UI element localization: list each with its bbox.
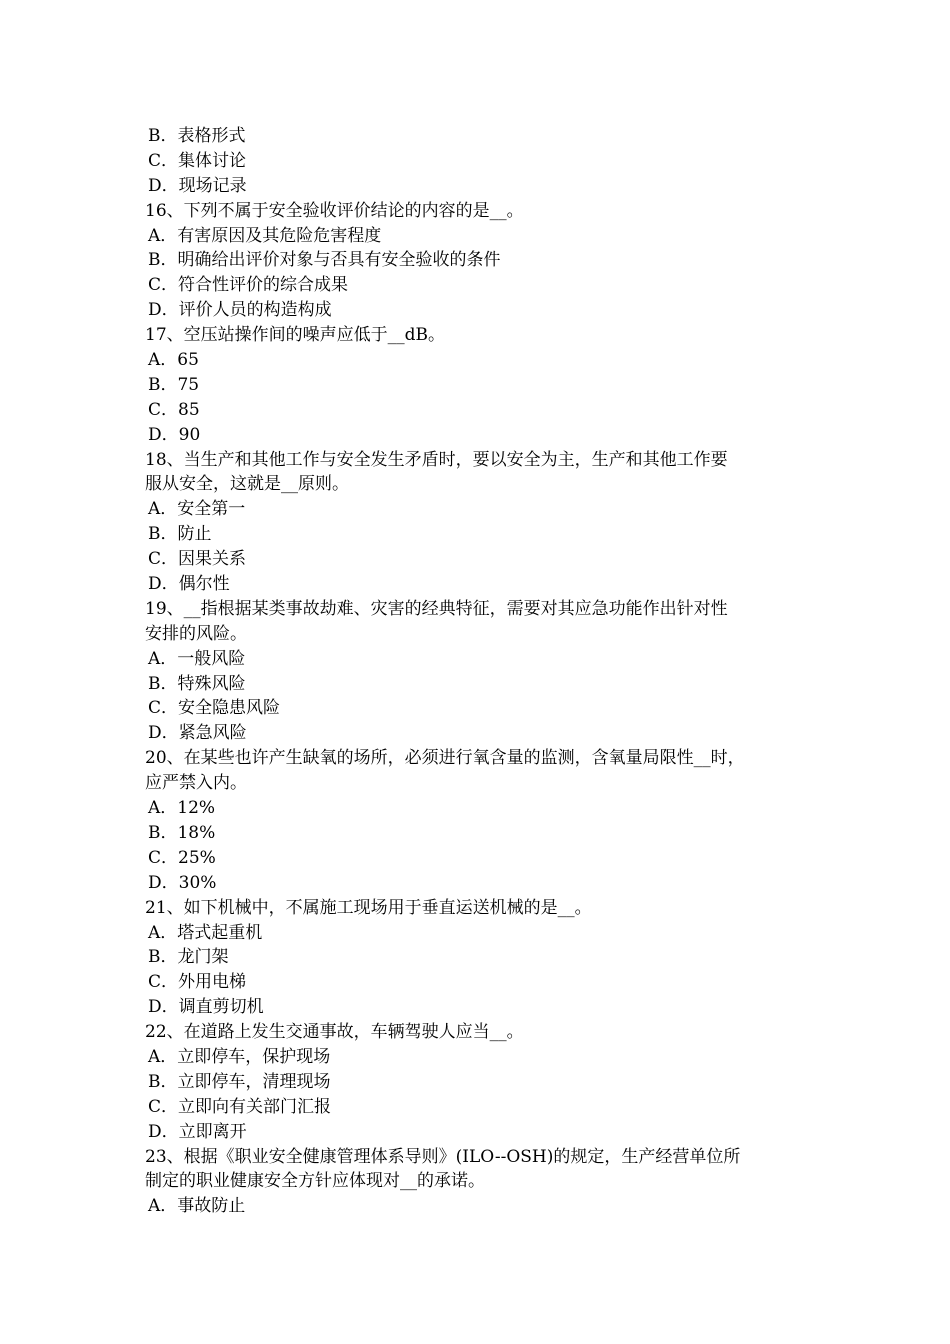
question-text: 18、当生产和其他工作与安全发生矛盾时，要以安全为主，生产和其他工作要 <box>145 449 728 470</box>
answer-option: B．立即停车，清理现场 <box>148 1071 331 1092</box>
answer-option: A．安全第一 <box>148 499 246 520</box>
answer-option: D．立即离开 <box>148 1121 247 1142</box>
question-text: 安排的风险。 <box>145 623 247 644</box>
answer-option: D．评价人员的构造构成 <box>148 300 332 321</box>
answer-option: B．龙门架 <box>148 947 229 968</box>
answer-option: A．塔式起重机 <box>148 922 263 943</box>
answer-option: C．集体讨论 <box>148 150 247 171</box>
answer-option: A．事故防止 <box>148 1196 246 1217</box>
answer-option: C．安全隐患风险 <box>148 698 281 719</box>
answer-option: B．18% <box>148 822 216 843</box>
answer-option: D．偶尔性 <box>148 574 230 595</box>
question-text: 23、根据《职业安全健康管理体系导则》(ILO--OSH)的规定，生产经营单位所 <box>145 1146 741 1167</box>
answer-option: B．防止 <box>148 524 212 545</box>
answer-option: A．有害原因及其危险危害程度 <box>148 225 382 246</box>
document-page <box>145 124 825 1219</box>
answer-option: A．65 <box>148 350 199 371</box>
answer-option: D．90 <box>148 424 201 445</box>
question-text: 22、在道路上发生交通事故，车辆驾驶人应当__。 <box>145 1022 524 1043</box>
answer-option: A．12% <box>148 798 216 819</box>
answer-option: B．75 <box>148 374 200 395</box>
answer-option: A．立即停车，保护现场 <box>148 1046 331 1067</box>
answer-option: C．立即向有关部门汇报 <box>148 1096 332 1117</box>
answer-option: B．表格形式 <box>148 126 246 146</box>
question-text: 19、__指根据某类事故劫难、灾害的经典特征，需要对其应急功能作出针对性 <box>145 598 728 619</box>
question-text: 20、在某些也许产生缺氧的场所，必须进行氧含量的监测，含氧量局限性__时， <box>145 748 745 769</box>
answer-option: D．现场记录 <box>148 175 247 196</box>
answer-option: C．85 <box>148 399 200 420</box>
question-text: 21、如下机械中，不属施工现场用于垂直运送机械的是__。 <box>145 897 592 918</box>
answer-option: C．外用电梯 <box>148 972 247 993</box>
answer-option: C．因果关系 <box>148 549 247 570</box>
answer-option: D．30% <box>148 872 217 893</box>
answer-option: B．明确给出评价对象与否具有安全验收的条件 <box>148 250 501 271</box>
answer-option: D．紧急风险 <box>148 723 247 744</box>
question-text: 应严禁入内。 <box>145 773 247 794</box>
question-text: 16、下列不属于安全验收评价结论的内容的是__。 <box>145 200 524 221</box>
answer-option: B．特殊风险 <box>148 673 246 694</box>
answer-option: D．调直剪切机 <box>148 997 264 1018</box>
question-text: 17、空压站操作间的噪声应低于__dB。 <box>145 325 446 346</box>
question-text: 制定的职业健康安全方针应体现对__的承诺。 <box>145 1171 485 1192</box>
question-text: 服从安全，这就是__原则。 <box>145 474 349 495</box>
answer-option: A．一般风险 <box>148 648 246 669</box>
answer-option: C．25% <box>148 847 216 868</box>
answer-option: C．符合性评价的综合成果 <box>148 275 349 296</box>
